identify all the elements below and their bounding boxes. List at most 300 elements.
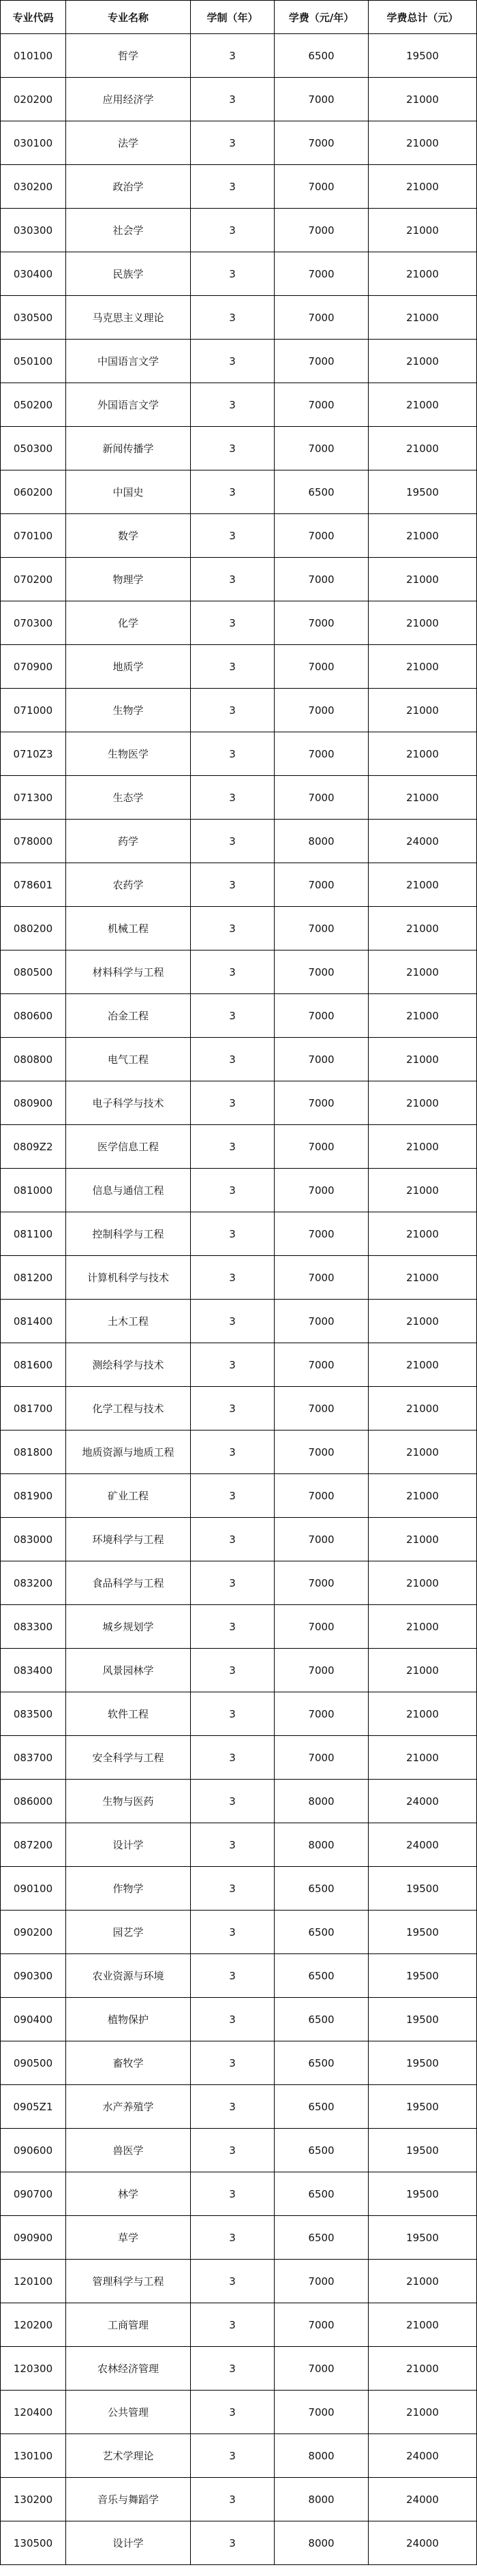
table-row: [1, 689, 477, 732]
table-row: [1, 1911, 477, 1954]
cell-annual-fee: 7000: [275, 1736, 369, 1780]
cell-duration: 3: [191, 2478, 275, 2521]
cell-major-code: 070200: [1, 558, 66, 601]
cell-major-name: 生物学: [66, 689, 191, 732]
cell-major-code: 120200: [1, 2303, 66, 2347]
cell-major-name: 设计学: [66, 2521, 191, 2565]
cell-annual-fee: 7000: [275, 2260, 369, 2303]
cell-annual-fee: 8000: [275, 2478, 369, 2521]
table-row: [1, 820, 477, 863]
cell-annual-fee: 7000: [275, 383, 369, 427]
cell-major-code: 070100: [1, 514, 66, 558]
cell-annual-fee: 6500: [275, 2172, 369, 2216]
cell-total-fee: 19500: [369, 2129, 477, 2172]
cell-total-fee: 21000: [369, 2391, 477, 2434]
cell-annual-fee: 7000: [275, 1518, 369, 1561]
cell-annual-fee: 7000: [275, 1431, 369, 1474]
table-row: [1, 340, 477, 383]
cell-total-fee: 21000: [369, 1300, 477, 1343]
cell-major-name: 管理科学与工程: [66, 2260, 191, 2303]
table-row: [1, 1780, 477, 1823]
cell-duration: 3: [191, 2085, 275, 2129]
table-row: [1, 1605, 477, 1649]
cell-annual-fee: 7000: [275, 165, 369, 209]
cell-total-fee: 21000: [369, 78, 477, 121]
cell-total-fee: 21000: [369, 1561, 477, 1605]
cell-major-name: 控制科学与工程: [66, 1212, 191, 1256]
cell-duration: 3: [191, 296, 275, 340]
cell-total-fee: 21000: [369, 601, 477, 645]
cell-total-fee: 21000: [369, 296, 477, 340]
table-row: [1, 514, 477, 558]
cell-duration: 3: [191, 34, 275, 78]
cell-total-fee: 21000: [369, 994, 477, 1038]
cell-total-fee: 21000: [369, 2303, 477, 2347]
table-row: [1, 732, 477, 776]
table-row: [1, 2434, 477, 2478]
cell-major-name: 医学信息工程: [66, 1125, 191, 1169]
cell-total-fee: 21000: [369, 1518, 477, 1561]
cell-major-code: 090500: [1, 2041, 66, 2085]
cell-major-name: 电子科学与技术: [66, 1081, 191, 1125]
cell-annual-fee: 7000: [275, 1300, 369, 1343]
cell-annual-fee: 6500: [275, 34, 369, 78]
cell-total-fee: 21000: [369, 1736, 477, 1780]
cell-major-name: 政治学: [66, 165, 191, 209]
cell-duration: 3: [191, 427, 275, 470]
cell-total-fee: 21000: [369, 209, 477, 252]
table-row: [1, 1256, 477, 1300]
cell-total-fee: 21000: [369, 1387, 477, 1431]
cell-major-name: 数学: [66, 514, 191, 558]
table-row: [1, 2041, 477, 2085]
table-row: [1, 1125, 477, 1169]
cell-duration: 3: [191, 1911, 275, 1954]
cell-annual-fee: 7000: [275, 514, 369, 558]
table-row: [1, 601, 477, 645]
cell-total-fee: 21000: [369, 1081, 477, 1125]
table-row: [1, 209, 477, 252]
cell-duration: 3: [191, 732, 275, 776]
cell-annual-fee: 7000: [275, 907, 369, 950]
cell-total-fee: 21000: [369, 1343, 477, 1387]
cell-duration: 3: [191, 165, 275, 209]
table-row: [1, 776, 477, 820]
cell-major-code: 081900: [1, 1474, 66, 1518]
cell-total-fee: 21000: [369, 2260, 477, 2303]
cell-major-code: 120400: [1, 2391, 66, 2434]
cell-total-fee: 19500: [369, 2172, 477, 2216]
cell-duration: 3: [191, 1867, 275, 1911]
cell-duration: 3: [191, 1300, 275, 1343]
table-row: [1, 1823, 477, 1867]
cell-major-code: 078000: [1, 820, 66, 863]
cell-major-code: 030300: [1, 209, 66, 252]
cell-annual-fee: 7000: [275, 340, 369, 383]
cell-duration: 3: [191, 907, 275, 950]
cell-major-code: 080600: [1, 994, 66, 1038]
cell-total-fee: 21000: [369, 121, 477, 165]
table-row: [1, 1954, 477, 1998]
cell-duration: 3: [191, 1081, 275, 1125]
cell-annual-fee: 7000: [275, 2391, 369, 2434]
cell-major-code: 020200: [1, 78, 66, 121]
cell-major-name: 民族学: [66, 252, 191, 296]
cell-major-name: 安全科学与工程: [66, 1736, 191, 1780]
cell-annual-fee: 7000: [275, 994, 369, 1038]
cell-major-name: 兽医学: [66, 2129, 191, 2172]
cell-major-name: 土木工程: [66, 1300, 191, 1343]
table-row: [1, 1343, 477, 1387]
cell-major-name: 冶金工程: [66, 994, 191, 1038]
cell-major-name: 风景园林学: [66, 1649, 191, 1692]
cell-duration: 3: [191, 1692, 275, 1736]
cell-annual-fee: 7000: [275, 776, 369, 820]
cell-major-code: 081800: [1, 1431, 66, 1474]
cell-major-name: 地质资源与地质工程: [66, 1431, 191, 1474]
table-row: [1, 78, 477, 121]
cell-duration: 3: [191, 121, 275, 165]
cell-duration: 3: [191, 2434, 275, 2478]
cell-annual-fee: 7000: [275, 1474, 369, 1518]
cell-duration: 3: [191, 1954, 275, 1998]
table-row: [1, 2129, 477, 2172]
header-row: [1, 1, 477, 34]
table-row: [1, 34, 477, 78]
cell-major-code: 081100: [1, 1212, 66, 1256]
cell-major-name: 设计学: [66, 1823, 191, 1867]
header-annual-fee: 学费（元/年）: [275, 1, 369, 34]
cell-total-fee: 21000: [369, 165, 477, 209]
table-row: [1, 470, 477, 514]
header-total-fee: 学费总计（元）: [369, 1, 477, 34]
cell-annual-fee: 8000: [275, 2521, 369, 2565]
cell-major-name: 生态学: [66, 776, 191, 820]
cell-duration: 3: [191, 470, 275, 514]
cell-duration: 3: [191, 2216, 275, 2260]
cell-duration: 3: [191, 2260, 275, 2303]
cell-duration: 3: [191, 2172, 275, 2216]
cell-duration: 3: [191, 1256, 275, 1300]
cell-major-name: 电气工程: [66, 1038, 191, 1081]
cell-total-fee: 19500: [369, 1867, 477, 1911]
table-row: [1, 2347, 477, 2391]
table-row: [1, 427, 477, 470]
cell-annual-fee: 7000: [275, 427, 369, 470]
cell-total-fee: 19500: [369, 1998, 477, 2041]
table-row: [1, 1692, 477, 1736]
cell-total-fee: 21000: [369, 1649, 477, 1692]
header-major-name: 专业名称: [66, 1, 191, 34]
cell-major-name: 中国语言文学: [66, 340, 191, 383]
cell-duration: 3: [191, 252, 275, 296]
cell-duration: 3: [191, 645, 275, 689]
cell-duration: 3: [191, 1736, 275, 1780]
cell-annual-fee: 7000: [275, 2347, 369, 2391]
cell-total-fee: 19500: [369, 2216, 477, 2260]
header-major-code: 专业代码: [1, 1, 66, 34]
cell-total-fee: 19500: [369, 1911, 477, 1954]
cell-duration: 3: [191, 558, 275, 601]
cell-duration: 3: [191, 1561, 275, 1605]
cell-major-code: 030500: [1, 296, 66, 340]
cell-major-code: 083700: [1, 1736, 66, 1780]
cell-major-code: 090400: [1, 1998, 66, 2041]
table-row: [1, 1561, 477, 1605]
cell-total-fee: 24000: [369, 1823, 477, 1867]
table-row: [1, 2303, 477, 2347]
cell-annual-fee: 7000: [275, 1343, 369, 1387]
cell-major-code: 083000: [1, 1518, 66, 1561]
cell-major-name: 物理学: [66, 558, 191, 601]
cell-annual-fee: 6500: [275, 1954, 369, 1998]
cell-duration: 3: [191, 1125, 275, 1169]
cell-duration: 3: [191, 1649, 275, 1692]
cell-annual-fee: 7000: [275, 252, 369, 296]
table-row: [1, 645, 477, 689]
cell-annual-fee: 8000: [275, 2434, 369, 2478]
cell-annual-fee: 7000: [275, 2303, 369, 2347]
cell-duration: 3: [191, 863, 275, 907]
cell-major-name: 草学: [66, 2216, 191, 2260]
cell-duration: 3: [191, 1169, 275, 1212]
cell-duration: 3: [191, 820, 275, 863]
cell-major-name: 新闻传播学: [66, 427, 191, 470]
table-row: [1, 2172, 477, 2216]
cell-duration: 3: [191, 2303, 275, 2347]
cell-total-fee: 21000: [369, 1431, 477, 1474]
cell-annual-fee: 7000: [275, 558, 369, 601]
cell-major-code: 090600: [1, 2129, 66, 2172]
cell-annual-fee: 7000: [275, 1125, 369, 1169]
cell-major-code: 090200: [1, 1911, 66, 1954]
cell-major-name: 应用经济学: [66, 78, 191, 121]
cell-major-code: 0905Z1: [1, 2085, 66, 2129]
cell-major-code: 0809Z2: [1, 1125, 66, 1169]
cell-major-code: 030100: [1, 121, 66, 165]
cell-total-fee: 21000: [369, 383, 477, 427]
cell-total-fee: 21000: [369, 1212, 477, 1256]
cell-major-name: 外国语言文学: [66, 383, 191, 427]
cell-total-fee: 19500: [369, 1954, 477, 1998]
cell-total-fee: 21000: [369, 514, 477, 558]
table-row: [1, 1649, 477, 1692]
cell-annual-fee: 6500: [275, 1911, 369, 1954]
cell-duration: 3: [191, 340, 275, 383]
cell-total-fee: 21000: [369, 689, 477, 732]
table-header: [1, 1, 477, 34]
cell-annual-fee: 6500: [275, 470, 369, 514]
cell-annual-fee: 6500: [275, 1867, 369, 1911]
cell-annual-fee: 6500: [275, 1998, 369, 2041]
cell-total-fee: 21000: [369, 427, 477, 470]
cell-major-name: 测绘科学与技术: [66, 1343, 191, 1387]
cell-major-code: 060200: [1, 470, 66, 514]
cell-annual-fee: 7000: [275, 1605, 369, 1649]
cell-annual-fee: 7000: [275, 1387, 369, 1431]
cell-duration: 3: [191, 1823, 275, 1867]
cell-major-code: 030200: [1, 165, 66, 209]
cell-annual-fee: 7000: [275, 1256, 369, 1300]
cell-major-code: 080500: [1, 950, 66, 994]
cell-annual-fee: 7000: [275, 689, 369, 732]
cell-duration: 3: [191, 514, 275, 558]
cell-major-code: 130100: [1, 2434, 66, 2478]
cell-duration: 3: [191, 601, 275, 645]
cell-annual-fee: 7000: [275, 209, 369, 252]
table-row: [1, 165, 477, 209]
table-row: [1, 907, 477, 950]
cell-annual-fee: 7000: [275, 732, 369, 776]
cell-annual-fee: 6500: [275, 2041, 369, 2085]
cell-total-fee: 21000: [369, 1125, 477, 1169]
cell-major-name: 中国史: [66, 470, 191, 514]
cell-major-code: 078601: [1, 863, 66, 907]
cell-major-name: 公共管理: [66, 2391, 191, 2434]
cell-annual-fee: 7000: [275, 296, 369, 340]
cell-major-name: 艺术学理论: [66, 2434, 191, 2478]
cell-major-code: 090700: [1, 2172, 66, 2216]
cell-major-code: 081700: [1, 1387, 66, 1431]
table-row: [1, 1474, 477, 1518]
cell-total-fee: 21000: [369, 558, 477, 601]
cell-duration: 3: [191, 1212, 275, 1256]
cell-major-name: 畜牧学: [66, 2041, 191, 2085]
cell-total-fee: 21000: [369, 2347, 477, 2391]
cell-major-name: 作物学: [66, 1867, 191, 1911]
cell-major-name: 法学: [66, 121, 191, 165]
cell-major-name: 药学: [66, 820, 191, 863]
cell-major-name: 化学: [66, 601, 191, 645]
table-row: [1, 1038, 477, 1081]
cell-total-fee: 21000: [369, 863, 477, 907]
cell-total-fee: 21000: [369, 340, 477, 383]
cell-major-code: 120300: [1, 2347, 66, 2391]
cell-major-name: 工商管理: [66, 2303, 191, 2347]
cell-major-code: 080900: [1, 1081, 66, 1125]
cell-major-name: 植物保护: [66, 1998, 191, 2041]
cell-annual-fee: 7000: [275, 1692, 369, 1736]
cell-major-code: 080800: [1, 1038, 66, 1081]
cell-major-name: 音乐与舞蹈学: [66, 2478, 191, 2521]
cell-total-fee: 24000: [369, 2478, 477, 2521]
cell-major-name: 农药学: [66, 863, 191, 907]
cell-major-name: 化学工程与技术: [66, 1387, 191, 1431]
cell-total-fee: 21000: [369, 776, 477, 820]
cell-duration: 3: [191, 1431, 275, 1474]
cell-major-name: 园艺学: [66, 1911, 191, 1954]
cell-duration: 3: [191, 950, 275, 994]
cell-major-name: 矿业工程: [66, 1474, 191, 1518]
cell-duration: 3: [191, 383, 275, 427]
cell-duration: 3: [191, 994, 275, 1038]
cell-annual-fee: 8000: [275, 820, 369, 863]
cell-major-name: 农业资源与环境: [66, 1954, 191, 1998]
cell-major-code: 081200: [1, 1256, 66, 1300]
cell-major-code: 090100: [1, 1867, 66, 1911]
cell-annual-fee: 7000: [275, 1169, 369, 1212]
cell-major-name: 生物医学: [66, 732, 191, 776]
cell-total-fee: 19500: [369, 2085, 477, 2129]
cell-major-code: 083300: [1, 1605, 66, 1649]
cell-major-name: 环境科学与工程: [66, 1518, 191, 1561]
cell-annual-fee: 8000: [275, 1780, 369, 1823]
cell-major-code: 0710Z3: [1, 732, 66, 776]
table-row: [1, 1169, 477, 1212]
cell-total-fee: 24000: [369, 2521, 477, 2565]
table-row: [1, 558, 477, 601]
cell-total-fee: 21000: [369, 252, 477, 296]
table-row: [1, 2521, 477, 2565]
cell-major-name: 哲学: [66, 34, 191, 78]
table-row: [1, 1300, 477, 1343]
cell-major-code: 071300: [1, 776, 66, 820]
cell-duration: 3: [191, 1998, 275, 2041]
cell-major-code: 010100: [1, 34, 66, 78]
cell-duration: 3: [191, 1518, 275, 1561]
table-row: [1, 1081, 477, 1125]
cell-annual-fee: 7000: [275, 645, 369, 689]
cell-total-fee: 21000: [369, 907, 477, 950]
cell-major-name: 地质学: [66, 645, 191, 689]
cell-major-name: 马克思主义理论: [66, 296, 191, 340]
table-body: [1, 34, 477, 2565]
cell-annual-fee: 7000: [275, 601, 369, 645]
cell-annual-fee: 7000: [275, 1038, 369, 1081]
cell-major-code: 070300: [1, 601, 66, 645]
table-row: [1, 296, 477, 340]
table-row: [1, 2391, 477, 2434]
cell-annual-fee: 6500: [275, 2085, 369, 2129]
cell-duration: 3: [191, 209, 275, 252]
cell-duration: 3: [191, 1780, 275, 1823]
cell-duration: 3: [191, 2347, 275, 2391]
cell-total-fee: 21000: [369, 1169, 477, 1212]
table-row: [1, 2478, 477, 2521]
cell-major-code: 090900: [1, 2216, 66, 2260]
table-row: [1, 863, 477, 907]
header-duration: 学制（年）: [191, 1, 275, 34]
table-row: [1, 1736, 477, 1780]
table-row: [1, 2085, 477, 2129]
cell-duration: 3: [191, 2521, 275, 2565]
cell-duration: 3: [191, 1474, 275, 1518]
cell-duration: 3: [191, 78, 275, 121]
cell-total-fee: 21000: [369, 1605, 477, 1649]
cell-major-name: 信息与通信工程: [66, 1169, 191, 1212]
cell-annual-fee: 7000: [275, 78, 369, 121]
cell-major-name: 机械工程: [66, 907, 191, 950]
cell-annual-fee: 7000: [275, 1561, 369, 1605]
cell-major-name: 食品科学与工程: [66, 1561, 191, 1605]
cell-major-code: 083200: [1, 1561, 66, 1605]
cell-major-name: 林学: [66, 2172, 191, 2216]
cell-major-code: 071000: [1, 689, 66, 732]
cell-major-code: 050200: [1, 383, 66, 427]
cell-total-fee: 24000: [369, 1780, 477, 1823]
cell-major-code: 081600: [1, 1343, 66, 1387]
cell-total-fee: 21000: [369, 950, 477, 994]
cell-duration: 3: [191, 1387, 275, 1431]
cell-duration: 3: [191, 1038, 275, 1081]
cell-major-code: 087200: [1, 1823, 66, 1867]
cell-annual-fee: 7000: [275, 121, 369, 165]
table-row: [1, 1431, 477, 1474]
table-row: [1, 1998, 477, 2041]
cell-major-code: 070900: [1, 645, 66, 689]
table-row: [1, 121, 477, 165]
cell-major-name: 水产养殖学: [66, 2085, 191, 2129]
